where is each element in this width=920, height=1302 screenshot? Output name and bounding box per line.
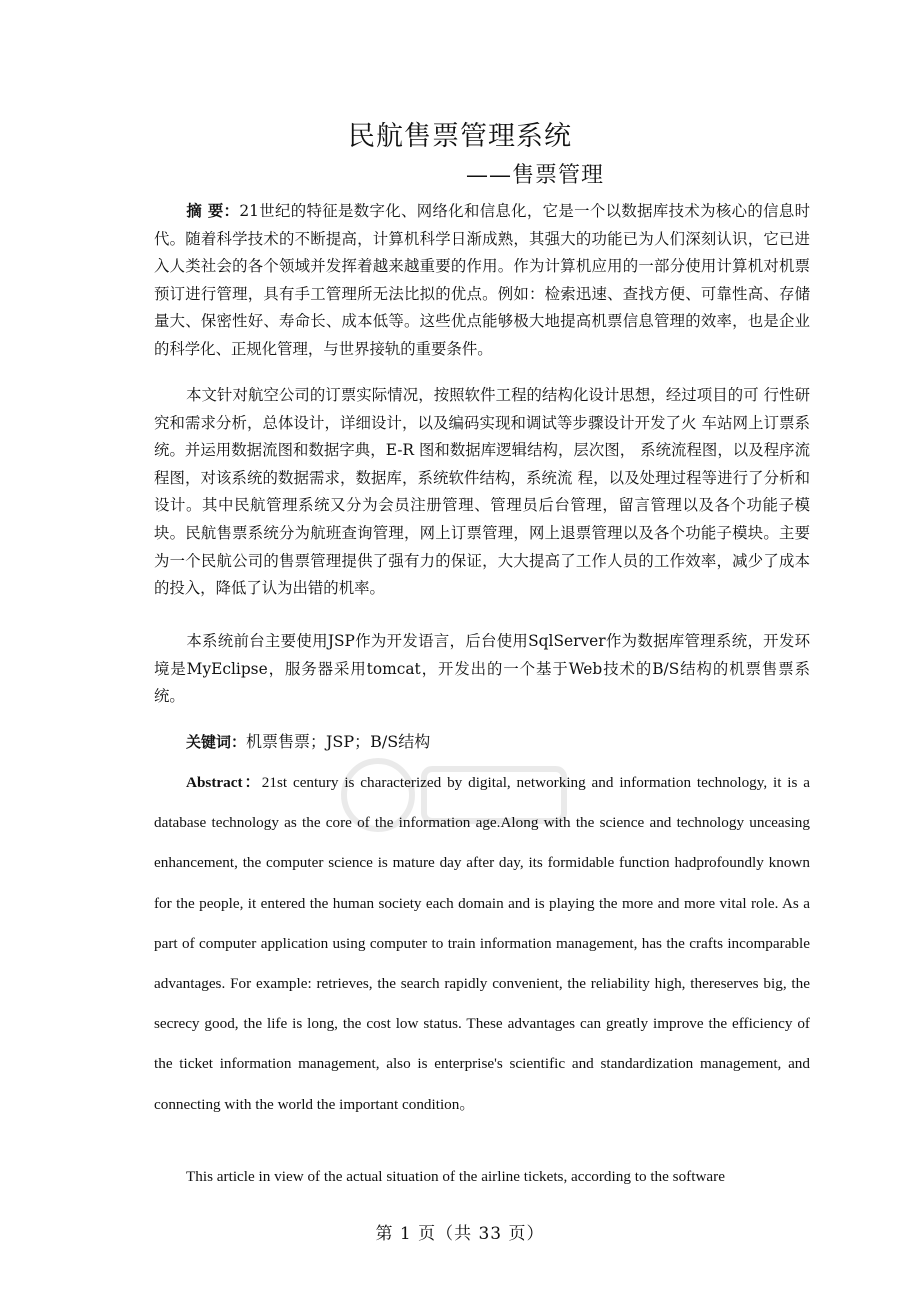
page-footer: 第 1 页（共 33 页） bbox=[375, 1224, 545, 1244]
keywords-text: 机票售票；JSP；B/S结构 bbox=[246, 732, 431, 751]
env-zh-paragraph bbox=[154, 628, 810, 711]
keywords-line bbox=[186, 728, 430, 756]
abstract-en-paragraph bbox=[154, 763, 810, 1125]
abstract-zh-paragraph bbox=[154, 198, 810, 364]
intro-zh-text: 本文针对航空公司的订票实际情况，按照软件工程的结构化设计思想，经过项目的可 行性研究和需求分析，总体设计，详细设计，以及编码实现和调试等步骤设计开发了火 车站网上订票系统。并运用数据流图和数据字典，E-R 图和数据库逻辑结构，层次图， 系统流程图，以及程序流程图，对该系统的数据需求，数据库，系统软件结构，系统流 程，以及处理过程等进行了分析和设计。其中民航管理系统又分为会员注册管理、管理员后台管理，留言管理以及各个功能子模块。民航售票系统分为航班查询管理，网上订票管理，网上退票管理以及各个功能子模块。主要为一个民航公司的售票管理提供了强有力的保证，大大提高了工作人员的工作效率，减少了成本的投入，降低了认为出错的机率。 bbox=[154, 386, 810, 598]
intro-en-paragraph bbox=[154, 1160, 810, 1193]
intro-en-text: This article in view of the actual situation of the airline tickets, according to the software bbox=[186, 1168, 725, 1185]
document-title: 民航售票管理系统 bbox=[348, 121, 572, 152]
abstract-en-label: Abstract： bbox=[186, 774, 262, 791]
abstract-zh-text: 21世纪的特征是数字化、网络化和信息化，它是一个以数据库技术为核心的信息时代。随着科学技术的不断提高，计算机科学日渐成熟，其强大的功能已为人们深刻认识，它已进入人类社会的各个领域并发挥着越来越重要的作用。作为计算机应用的一部分使用计算机对机票预订进行管理，具有手工管理所无法比拟的优点。例如：检索迅速、查找方便、可靠性高、存储量大、保密性好、寿命长、成本低等。这些优点能够极大地提高机票信息管理的效率，也是企业的科学化、正规化管理，与世界接轨的重要条件。 bbox=[154, 202, 810, 358]
document-subtitle: ——售票管理 bbox=[466, 163, 605, 188]
abstract-en-text: 21st century is characterized by digital, networking and information technology, it is a database technology as the core of the information age.Along with the science and technology unceasing enhancement, the computer science is mature day after day, its formidable function hadprofoundly known for the people, it entered the human society each domain and is playing the more and more vital role. As a part of computer application using computer to train information management, has the crafts incomparable advantages. For example: retrieves, the search rapidly convenient, the reliability high, thereserves big, the secrecy good, the life is long, the cost low status. These advantages can greatly improve the efficiency of the ticket information management, also is enterprise's scientific and standardization management, and connecting with the world the important condition。 bbox=[154, 774, 810, 1113]
intro-zh-paragraph bbox=[154, 382, 810, 603]
keywords-label: 关键词： bbox=[186, 733, 247, 751]
env-zh-text: 本系统前台主要使用JSP作为开发语言，后台使用SqlServer作为数据库管理系统，开发环境是MyEclipse，服务器采用tomcat，开发出的一个基于Web技术的B/S结构的机票售票系统。 bbox=[154, 632, 810, 706]
abstract-zh-label: 摘 要： bbox=[186, 202, 240, 220]
